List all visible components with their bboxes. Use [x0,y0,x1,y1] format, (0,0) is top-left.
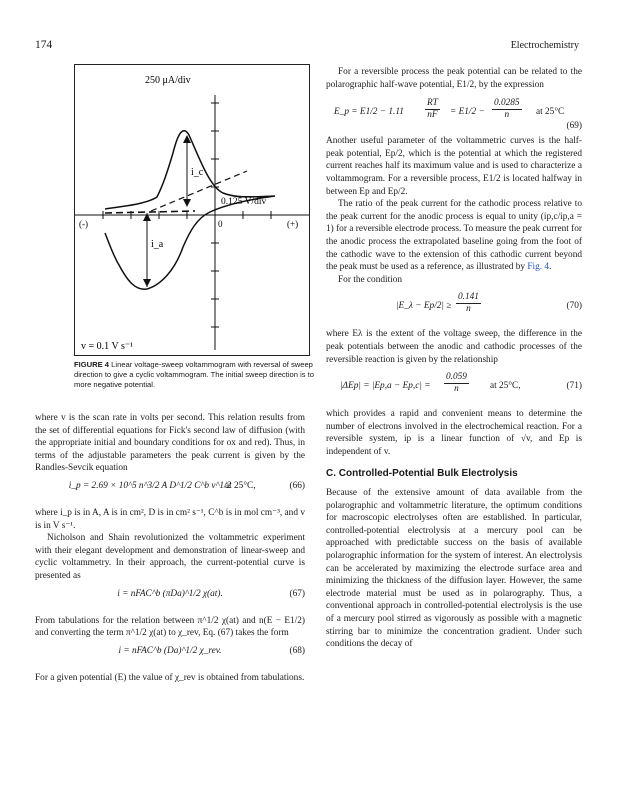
eq67-body: i = nFAC^b (πDa)^1/2 χ(at). [117,588,223,599]
ia-label: i_a [151,239,164,250]
left-p1: where v is the scan rate in volts per second. This relation results from the set of differential equations for Fick's second law of diffusion (with the appropriate initial and boundary conditions for ox and red). Thus, in terms of the adjustable parameters the peak current is given by the Randles-Sevcik equation [35,413,305,474]
figure-caption [74,360,314,389]
eq70-left: |E_λ − Ep/2| ≥ [396,301,452,312]
eq69-fraction2 [492,98,522,121]
equation-70 [326,291,582,323]
equation-71 [326,371,582,403]
left-p2: where i_p is in A, A is in cm², D is in cm² s⁻¹, C^b is in mol cm⁻³, and v is in V s⁻¹. [35,507,305,531]
caption-label: FIGURE 4 [74,360,110,369]
minus-label: (-) [79,219,88,229]
eq69-fraction1 [425,98,440,121]
right-column [326,66,582,651]
running-title: Electrochemistry [510,40,579,51]
ic-arrowhead-bottom [183,199,191,207]
eq70-number: (70) [566,301,582,312]
ia-arrowhead-bottom [143,279,151,287]
eq70-frac-bottom: n [466,304,471,315]
eq69-frac1-top: RT [427,98,438,109]
ic-label: i_c [191,167,204,178]
eq71-frac-top: 0.059 [446,372,467,383]
caption-text: Linear voltage-sweep voltammogram with reversal of sweep direction to give a cyclic voltammogram. The initial sweep direction is to more negative potential. [74,360,315,389]
eq69-mid: = E1/2 − [450,107,485,118]
right-p6: which provides a rapid and convenient means to determine the number of electrons involved in the electrochemical reaction. For a reversible system, ip is a linear function of √v, and Ep is independent of v. [326,409,582,457]
eq69-frac2-top: 0.0285 [494,98,520,109]
eq71-condition: at 25°C, [490,381,521,392]
right-p7: Because of the extensive amount of data available from the polarographic and voltammetric literature, the optimum conditions for macroscopic electrolyses often are established. In particular, controlled-potential electrolysis at a mercury pool can be approached with predictable success on the basis of available polarographic information for the system of interest. An electrolysis can be accelerated by maximizing the electrode surface area and minimizing the thickness of the diffusion layer. However, the same electrode material must be used as in polarography. Thus, a conventional approach in controlled-potential electrolysis is the use of a mercury pool stirred as vigorously as possible with a magnetic stirring bar to minimize the concentration gradient. Under such conditions the decay of [326,488,582,650]
current-scale-label: 250 μA/div [145,75,191,86]
right-p3: The ratio of the peak current for the cathodic process relative to the peak current for the anodic process is equal to unity (ip,c/ip,a = 1) for a reversible electrode process. To measure the peak current for the anodic process the extrapolated baseline going from the foot of the cathodic wave to the extension of this cathodic current beyond the peak must be used as a reference, as illustrated by Fig. 4. [326,199,582,273]
voltage-scale-label: 0.125 V/div [221,197,267,207]
eq68-body: i = nFAC^b (Da)^1/2 χ_rev. [118,645,222,656]
zero-label: 0 [218,219,223,229]
right-p4: For the condition [338,274,403,285]
plus-label: (+) [287,219,299,229]
figure-4 [74,64,310,356]
eq69-left: E_p = E1/2 − 1.11 [334,107,404,118]
eq71-left: |ΔEp| = |Ep,a − Ep,c| = [340,381,431,392]
left-p3: Nicholson and Shain revolutionized the voltammetric experiment with their elegant development and demonstration of linear-sweep and cyclic voltammetry. In their approach, the current-potential curve is presented as [35,533,305,581]
cv-curve [105,131,275,290]
equation-68 [35,645,305,667]
eq66-condition: at 25°C, [225,480,256,491]
equation-67 [35,588,305,610]
eq71-frac-bottom: n [454,384,459,395]
left-column [35,412,305,684]
eq71-fraction [444,372,469,395]
fig4-link[interactable]: Fig. 4 [527,262,550,273]
page-number: 174 [35,39,53,51]
equation-69 [326,96,582,130]
equation-66 [35,480,305,502]
eq66-body: i_p = 2.69 × 10^5 n^3/2 A D^1/2 C^b v^1/2 [68,480,232,491]
ia-arrowhead-top [143,213,151,221]
baseline-dashed [105,211,195,213]
left-p4: From tabulations for the relation between π^1/2 χ(at) and n(E − E1/2) and converting the term π^1/2 χ(at) to χ_rev, Eq. (67) takes the form [35,615,305,639]
right-p1: For a reversible process the peak potential can be related to the polarographic half-wave potential, E1/2, by the expression [326,67,582,90]
right-p2: Another useful parameter of the voltammetric curves is the half-peak potential, Ep/2, which is the potential at which the registered current reaches half its maximum value and is used to characterize a voltammogram. For a reversible process, E1/2 is located halfway in between Ep and Ep/2. [326,136,582,197]
right-p5: where Eλ is the extent of the voltage sweep, the difference in the peak potentials between the anodic and cathodic processes of the reversible reaction is given by the relationship [326,329,582,365]
section-heading: C. Controlled-Potential Bulk Electrolysis [326,468,518,480]
eq69-number: (69) [566,121,582,132]
eq69-condition: at 25°C [536,107,565,118]
eq70-fraction [456,292,481,315]
scan-rate-label: v = 0.1 V s⁻¹ [81,341,134,352]
eq71-number: (71) [566,381,582,392]
eq68-number: (68) [289,645,305,656]
eq69-frac1-bottom: nF [427,110,438,121]
eq70-frac-top: 0.141 [458,292,479,303]
eq67-number: (67) [289,588,305,599]
eq69-frac2-bottom: n [504,110,510,121]
voltammogram-plot [75,65,309,355]
eq66-number: (66) [289,480,305,491]
left-p5: For a given potential (E) the value of χ_rev is obtained from tabulations. [35,672,305,683]
